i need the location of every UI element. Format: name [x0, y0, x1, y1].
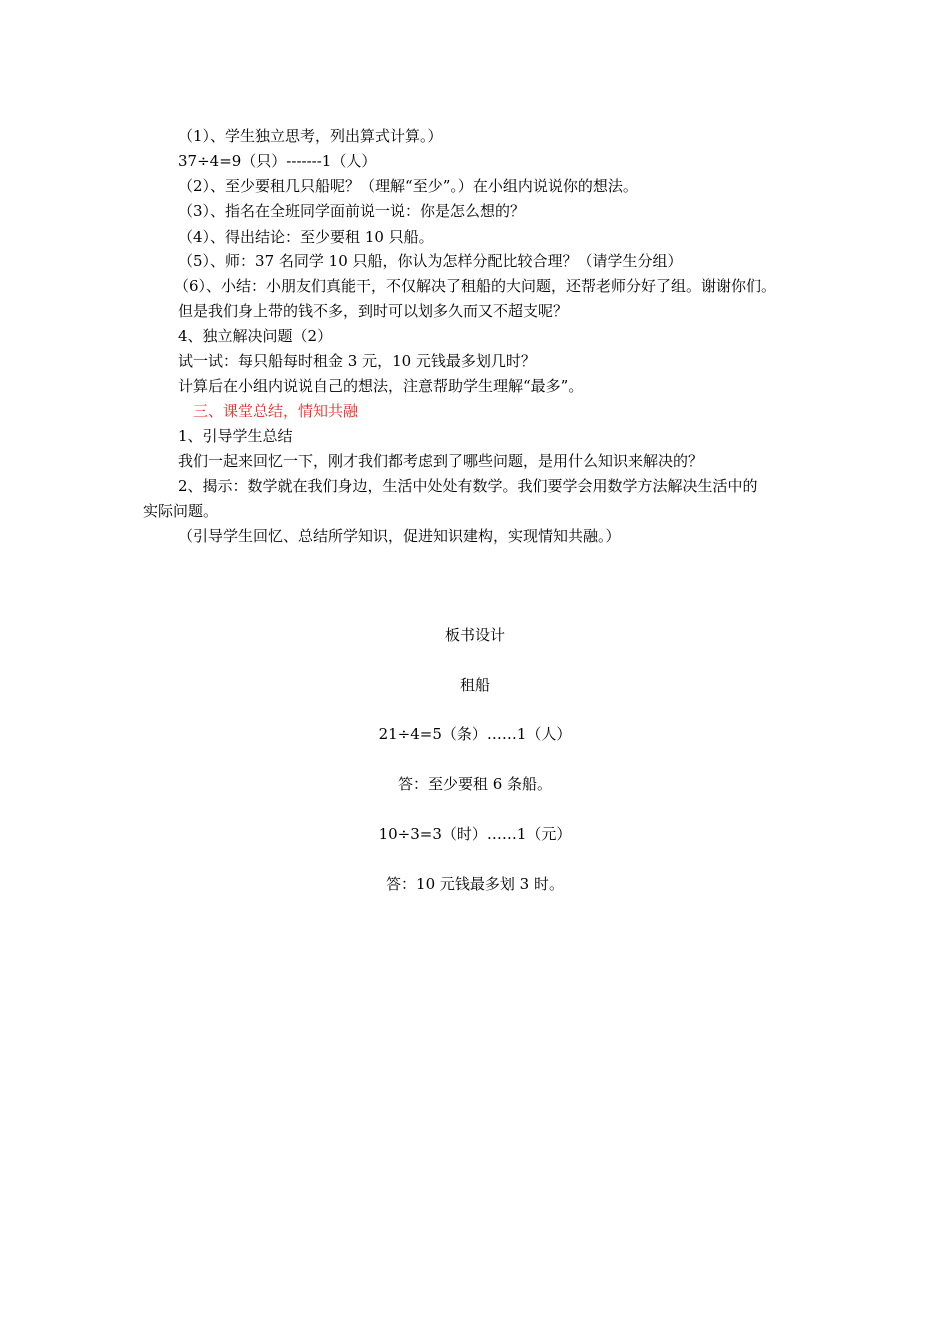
- summary-2-cont-line: 实际问题。: [143, 502, 219, 520]
- step-3-line: （3）、指名在全班同学面前说一说：你是怎么想的？: [178, 202, 526, 220]
- board-equation-1: 21÷4=5（条）……1（人）: [378, 725, 572, 743]
- step-6-line: （6）、小结：小朋友们真能干，不仅解决了租船的大问题，还帮老师分好了组。谢谢你们。: [174, 277, 777, 295]
- board-answer-1: 答：至少要租 6 条船。: [397, 775, 553, 793]
- step-2-line: （2）、至少要租几只船呢？（理解“至少”。）在小组内说说你的想法。: [178, 177, 638, 195]
- question-line: 但是我们身上带的钱不多，到时可以划多久而又不超支呢？: [178, 302, 569, 320]
- summary-2-line: 2、揭示：数学就在我们身边，生活中处处有数学。我们要学会用数学方法解决生活中的: [178, 477, 758, 495]
- try-line: 试一试：每只船每时租金 3 元，10 元钱最多划几时？: [178, 352, 536, 370]
- equation-line: 37÷4=9（只）-------1（人）: [178, 152, 377, 170]
- board-answer-2: 答：10 元钱最多划 3 时。: [386, 875, 564, 893]
- calc-line: 计算后在小组内说说自己的想法，注意帮助学生理解“最多”。: [178, 377, 584, 395]
- summary-1-line: 1、引导学生总结: [178, 427, 293, 445]
- step-5-line: （5）、师：37 名同学 10 只船，你认为怎样分配比较合理？（请学生分组）: [178, 252, 683, 270]
- section-heading: 三、课堂总结，情知共融: [193, 402, 359, 420]
- step-4-line: （4）、得出结论：至少要租 10 只船。: [178, 228, 434, 246]
- board-equation-2: 10÷3=3（时）……1（元）: [378, 825, 572, 843]
- task-4-line: 4、独立解决问题（2）: [178, 327, 333, 345]
- note-line: （引导学生回忆、总结所学知识，促进知识建构，实现情知共融。）: [178, 527, 621, 545]
- board-title: 租船: [459, 676, 490, 694]
- recall-line: 我们一起来回忆一下，刚才我们都考虑到了哪些问题，是用什么知识来解决的？: [178, 452, 704, 470]
- board-heading: 板书设计: [444, 626, 505, 644]
- step-1-line: （1）、学生独立思考，列出算式计算。）: [178, 127, 443, 145]
